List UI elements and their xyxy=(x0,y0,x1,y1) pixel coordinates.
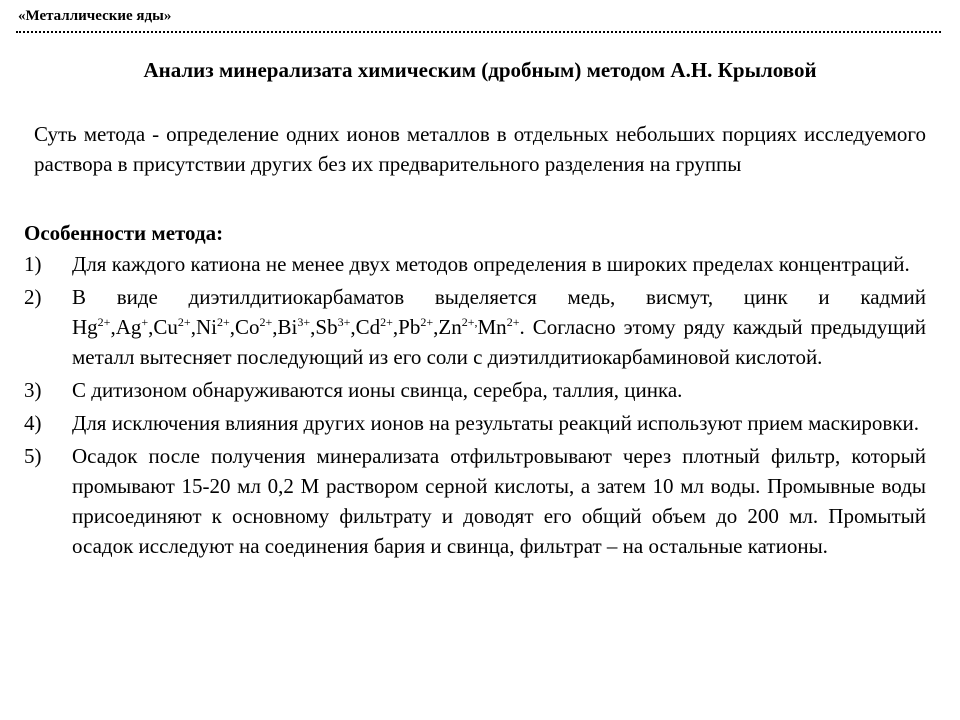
features-list xyxy=(24,249,926,564)
ion-separator: , xyxy=(190,315,196,339)
feature-item-2 xyxy=(24,282,926,372)
ion-co xyxy=(235,315,278,339)
ion-charge: 2+ xyxy=(216,315,230,329)
ion-charge: 2+ xyxy=(380,315,393,329)
feature-text: Для исключения влияния других ионов на результаты реакций используют прием маскировки. xyxy=(72,411,919,435)
ion-separator: , xyxy=(392,315,399,339)
ion-symbol: Cd xyxy=(355,315,381,339)
feature-text: Для каждого катиона не менее двух методов определения в широких пределах концентраций. xyxy=(72,252,910,276)
ion-separator: , xyxy=(148,315,154,339)
method-summary: Суть метода - определение одних ионов металлов в отдельных небольших порциях исследуемого раствора в присутствии других без их предварительного разделения на группы xyxy=(34,122,926,176)
ion-zn xyxy=(438,315,477,339)
ion-separator: , xyxy=(350,315,356,339)
ion-separator: , xyxy=(433,315,439,339)
ion-symbol: Ni xyxy=(195,315,217,339)
ion-charge: 2+ xyxy=(506,315,520,329)
feature-text: В виде диэтилдитиокарбаматов выделяется медь, висмут, цинк и кадмий xyxy=(72,285,926,309)
ion-charge: + xyxy=(141,315,149,329)
ion-ag xyxy=(116,315,154,339)
ion-bi xyxy=(278,315,316,339)
ion-charge: 2+ xyxy=(177,315,191,329)
ion-separator: , xyxy=(229,315,235,339)
ion-charge: 2+ xyxy=(259,315,273,329)
feature-number: 5) xyxy=(24,444,42,468)
ion-charge: 2+, xyxy=(461,315,478,329)
feature-number: 3) xyxy=(24,378,42,402)
ion-separator: , xyxy=(272,315,278,339)
feature-item-1 xyxy=(24,249,926,279)
header-label: «Металлические яды» xyxy=(18,8,172,24)
ion-symbol: Pb xyxy=(398,315,421,339)
ion-separator: , xyxy=(310,315,316,339)
feature-item-4 xyxy=(24,408,926,438)
ion-ni xyxy=(196,315,235,339)
ion-symbol: Co xyxy=(234,315,260,339)
feature-item-5 xyxy=(24,441,926,561)
ion-charge: 3+ xyxy=(297,315,311,329)
feature-text: Осадок после получения минерализата отфильтровывают через плотный фильтр, который промывают 15-20 мл 0,2 М раствором серной кислоты, а затем 10 мл воды. Промывные воды присоединяют к основному фильтрату и доводят его общий объем до 200 мл. Промытый осадок исследуют на соединения бария и свинца, фильтрат – на остальные катионы. xyxy=(72,444,926,558)
ion-charge: 2+ xyxy=(420,315,434,329)
ion-symbol: Ag xyxy=(115,315,142,339)
feature-number: 2) xyxy=(24,285,42,309)
ion-pb xyxy=(398,315,438,339)
ion-symbol: Cu xyxy=(153,315,178,339)
ion-cu xyxy=(153,315,196,339)
ion-cd xyxy=(356,315,399,339)
ion-symbol: Sb xyxy=(315,315,338,339)
ion-sb xyxy=(315,315,355,339)
feature-text-continued: . Согласно этому ряду каждый предыдущий металл вытесняет последующий из его соли с диэтилдитиокарбаминовой кислотой. xyxy=(72,315,926,369)
features-heading: Особенности метода: xyxy=(24,221,224,245)
feature-text: С дитизоном обнаруживаются ионы свинца, серебра, таллия, цинка. xyxy=(72,378,683,402)
ion-symbol: Bi xyxy=(277,315,298,339)
feature-number: 4) xyxy=(24,411,42,435)
feature-item-3 xyxy=(24,375,926,405)
header-divider xyxy=(16,31,941,33)
ion-separator: , xyxy=(110,315,116,339)
ion-symbol: Hg xyxy=(72,315,98,339)
ion-charge: 3+ xyxy=(337,315,351,329)
ion-series xyxy=(72,315,519,339)
ion-symbol: Mn xyxy=(477,315,507,339)
ion-symbol: Zn xyxy=(438,315,462,339)
slide-title: Анализ минерализата химическим (дробным) методом А.Н. Крыловой xyxy=(143,58,817,82)
feature-number: 1) xyxy=(24,252,42,276)
ion-charge: 2+ xyxy=(97,315,111,329)
ion-mn xyxy=(478,315,520,339)
ion-hg xyxy=(72,315,116,339)
